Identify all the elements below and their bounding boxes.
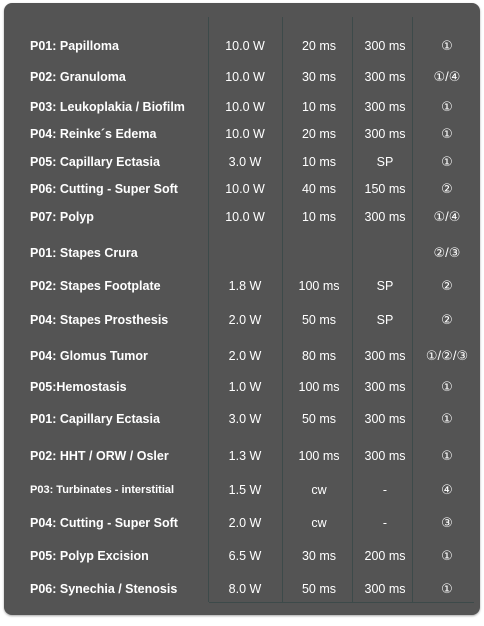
table-row: [4, 96, 480, 118]
program-name: P05:Hemostasis: [30, 380, 127, 394]
power-value: 10.0 W: [225, 70, 265, 84]
table-row: [4, 512, 480, 534]
table-row: [4, 35, 480, 57]
pulse-duration-value: 10 ms: [301, 100, 337, 114]
settings-table-panel: [4, 3, 480, 615]
fiber-indicator: ②: [441, 181, 453, 196]
pulse-duration-value: 100 ms: [298, 380, 340, 394]
pulse-duration-value: 100 ms: [298, 279, 340, 293]
fiber-indicator: ②/③: [433, 245, 461, 260]
pulse-duration-value: 50 ms: [301, 582, 337, 596]
program-name: P03: Leukoplakia / Biofilm: [30, 100, 185, 114]
fiber-indicator: ①: [441, 126, 453, 141]
power-value: 10.0 W: [225, 182, 265, 196]
pulse-duration-value: 50 ms: [301, 313, 337, 327]
repetition-value: 300 ms: [364, 412, 406, 426]
table-row: [4, 345, 480, 367]
fiber-indicator: ①: [441, 154, 453, 169]
repetition-value: 300 ms: [364, 70, 406, 84]
table-row: [4, 151, 480, 173]
power-value: 10.0 W: [225, 39, 265, 53]
table-row: [4, 242, 480, 264]
power-value: 10.0 W: [225, 127, 265, 141]
pulse-duration-value: 50 ms: [301, 412, 337, 426]
fiber-indicator: ①: [441, 548, 453, 563]
program-name: P04: Cutting - Super Soft: [30, 516, 178, 530]
fiber-indicator: ②: [441, 278, 453, 293]
program-name: P04: Glomus Tumor: [30, 349, 148, 363]
program-name: P01: Capillary Ectasia: [30, 412, 160, 426]
pulse-duration-value: 30 ms: [301, 70, 337, 84]
pulse-duration-value: 40 ms: [301, 182, 337, 196]
program-name: P04: Stapes Prosthesis: [30, 313, 169, 327]
table-bottom-rule: [209, 602, 474, 603]
power-value: 3.0 W: [228, 412, 262, 426]
program-name: P01: Papilloma: [30, 39, 119, 53]
power-value: 6.5 W: [228, 549, 262, 563]
program-name: P02: Granuloma: [30, 70, 126, 84]
program-name: P02: HHT / ORW / Osler: [30, 449, 169, 463]
repetition-value: 300 ms: [364, 127, 406, 141]
repetition-value: 300 ms: [364, 380, 406, 394]
program-name: P06: Synechia / Stenosis: [30, 582, 178, 596]
pulse-duration-value: 100 ms: [298, 449, 340, 463]
power-value: 10.0 W: [225, 100, 265, 114]
pulse-duration-value: 80 ms: [301, 349, 337, 363]
fiber-indicator: ①/④: [433, 69, 461, 84]
repetition-value: 300 ms: [364, 210, 406, 224]
program-name: P04: Reinke´s Edema: [30, 127, 157, 141]
repetition-value: SP: [376, 313, 394, 327]
table-row: [4, 206, 480, 228]
table-row: [4, 578, 480, 600]
repetition-value: 300 ms: [364, 582, 406, 596]
table-row: [4, 445, 480, 467]
power-value: 1.0 W: [228, 380, 262, 394]
repetition-value: 300 ms: [364, 449, 406, 463]
fiber-indicator: ①/②/③: [425, 348, 469, 363]
repetition-value: -: [382, 516, 388, 530]
pulse-duration-value: [282, 242, 356, 264]
table-row: [4, 479, 480, 501]
pulse-duration-value: 30 ms: [301, 549, 337, 563]
repetition-value: SP: [376, 155, 394, 169]
power-value: 10.0 W: [225, 210, 265, 224]
table-row: [4, 178, 480, 200]
table-row: [4, 309, 480, 331]
pulse-duration-value: 20 ms: [301, 39, 337, 53]
power-value: 1.5 W: [228, 483, 262, 497]
power-value: 1.8 W: [228, 279, 262, 293]
table-row: [4, 275, 480, 297]
repetition-value: -: [382, 483, 388, 497]
pulse-duration-value: 10 ms: [301, 155, 337, 169]
pulse-duration-value: 10 ms: [301, 210, 337, 224]
fiber-indicator: ①: [441, 99, 453, 114]
power-value: 2.0 W: [228, 516, 262, 530]
program-name: P01: Stapes Crura: [30, 246, 138, 260]
repetition-value: 300 ms: [364, 100, 406, 114]
program-name: P06: Cutting - Super Soft: [30, 182, 178, 196]
program-name: P03: Turbinates - interstitial: [30, 484, 175, 496]
power-value: 2.0 W: [228, 313, 262, 327]
program-name: P05: Capillary Ectasia: [30, 155, 160, 169]
pulse-duration-value: 20 ms: [301, 127, 337, 141]
fiber-indicator: ①: [441, 379, 453, 394]
repetition-value: [356, 242, 414, 264]
fiber-indicator: ①/④: [433, 209, 461, 224]
repetition-value: 300 ms: [364, 39, 406, 53]
table-row: [4, 376, 480, 398]
power-value: [208, 242, 282, 264]
repetition-value: 150 ms: [364, 182, 406, 196]
table-row: [4, 123, 480, 145]
table-row: [4, 545, 480, 567]
fiber-indicator: ①: [441, 411, 453, 426]
fiber-indicator: ③: [441, 515, 453, 530]
fiber-indicator: ①: [441, 581, 453, 596]
power-value: 2.0 W: [228, 349, 262, 363]
program-name: P02: Stapes Footplate: [30, 279, 161, 293]
table-row: [4, 408, 480, 430]
repetition-value: SP: [376, 279, 394, 293]
pulse-duration-value: cw: [311, 483, 327, 497]
fiber-indicator: ④: [441, 482, 453, 497]
table-row: [4, 66, 480, 88]
program-name: P05: Polyp Excision: [30, 549, 149, 563]
power-value: 3.0 W: [228, 155, 262, 169]
fiber-indicator: ①: [441, 448, 453, 463]
repetition-value: 300 ms: [364, 349, 406, 363]
fiber-indicator: ②: [441, 312, 453, 327]
power-value: 8.0 W: [228, 582, 262, 596]
program-name: P07: Polyp: [30, 210, 94, 224]
power-value: 1.3 W: [228, 449, 262, 463]
fiber-indicator: ①: [441, 38, 453, 53]
pulse-duration-value: cw: [311, 516, 327, 530]
repetition-value: 200 ms: [364, 549, 406, 563]
